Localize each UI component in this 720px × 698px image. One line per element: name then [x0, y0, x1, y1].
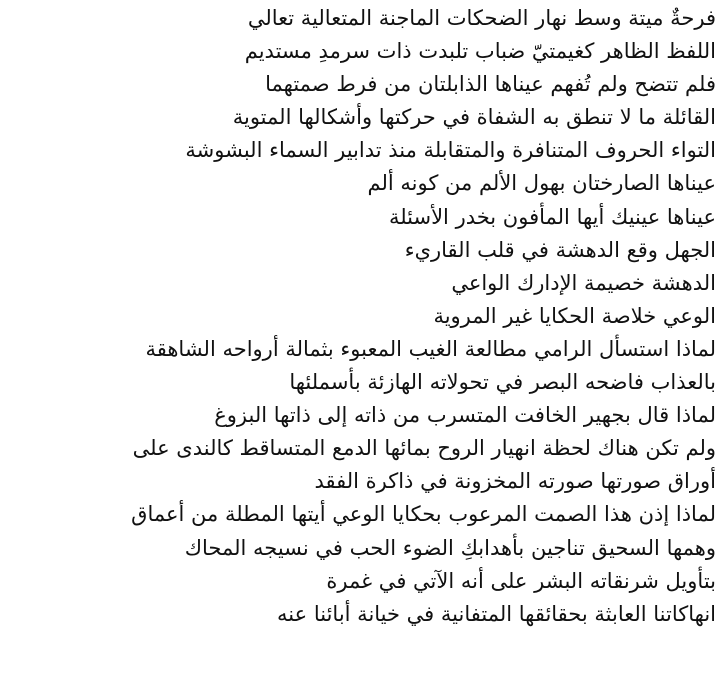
poem-line: لماذا إذن هذا الصمت المرعوب بحكايا الوعي أيتها المطلة من أعماق [131, 502, 716, 527]
poem-line: بالعذاب فاضحه البصر في تحولاته الهازئة بأسملئها [289, 370, 716, 395]
poem-line: فرحةٌ ميتة وسط نهار الضحكات الماجنة المتعالية تعالي [247, 6, 716, 30]
poem-text [4, 2, 716, 631]
poem-line: الوعي خلاصة الحكايا غير المروية [433, 303, 716, 328]
poem-line: التواء الحروف المتنافرة والمتقابلة منذ تدابير السماء البشوشة [185, 138, 716, 163]
poem-line: أوراق صورتها صورته المخزونة في ذاكرة الفقد [314, 469, 716, 494]
poem-line: لماذا استسأل الرامي مطالعة الغيب المعبوء بثمالة أرواحه الشاهقة [145, 336, 716, 361]
poem-line: وهمها السحيق تناجين بأهدابكِ الضوء الحب في نسيجه المحاك [184, 535, 716, 560]
poem-line: انهاكاتنا العابثة بحقائقها المتفانية في خيانة أبائنا عنه [277, 601, 716, 626]
poem-line: الدهشة خصيمة الإدارك الواعي [451, 270, 716, 295]
poem-line: عيناها عينيك أيها المأفون بخدر الأسئلة [388, 204, 716, 229]
poem-line: فلم تتضح ولم تُفهم عيناها الذابلتان من فرط صمتهما [265, 72, 716, 97]
poem-line: بتأويل شرنقاته البشر على أنه الآتي في غمرة [326, 568, 716, 593]
poem-line: القائلة ما لا تنطق به الشفاة في حركتها وأشكالها المتوية [232, 105, 716, 130]
poem-line: عيناها الصارختان بهول الألم من كونه ألم [367, 171, 716, 196]
poem-line: لماذا قال بجهير الخافت المتسرب من ذاته إلى ذاتها البزوغ [214, 403, 716, 428]
poem-line: اللفظ الظاهر كغيمتيّ ضباب تلبدت ذات سرمدِ مستديم [244, 39, 716, 64]
poem-line: الجهل وقع الدهشة في قلب القاريء [404, 237, 716, 262]
poem-line: ولم تكن هناك لحظة انهيار الروح بمائها الدمع المتساقط كالندى على [132, 436, 716, 461]
